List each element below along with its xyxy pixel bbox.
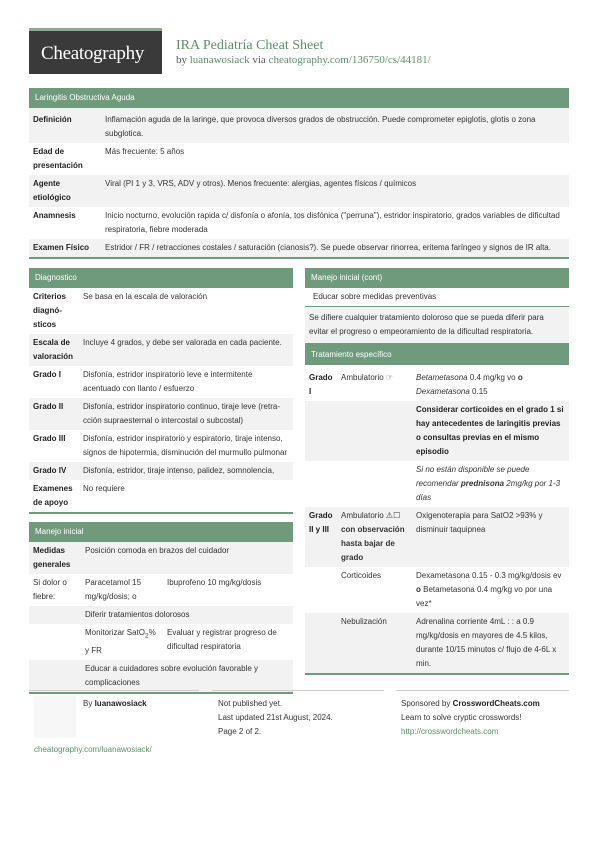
table-row [305, 365, 569, 401]
row-value: Educar sobre medidas preventivas [313, 292, 437, 301]
row-value: Educar a cuidadores sobre evolución favorable y complicaciones [81, 660, 293, 693]
table-row [29, 108, 569, 143]
table-row [29, 462, 293, 480]
section-title: Tratamiento específico [305, 345, 569, 365]
table-row [305, 613, 569, 674]
row-key: Grado I [33, 370, 62, 379]
table-row [29, 239, 569, 258]
table-row [305, 507, 569, 567]
table-row [29, 606, 293, 624]
published-status: Not published yet. [218, 699, 283, 708]
row-value [412, 567, 569, 613]
row-value: Se basa en la escala de valoración [83, 292, 208, 301]
footer-divider [29, 690, 199, 691]
sponsor-prefix: Sponsored by [401, 699, 451, 708]
row-key: Medidas generales [29, 542, 81, 574]
footer-author-link[interactable]: luanawosiack [94, 699, 147, 708]
manejo-table [29, 542, 293, 694]
row-value: Oxigenoterapia para SatO2 >93% y disminuir taquipnea [412, 507, 569, 567]
laringitis-table [29, 108, 569, 259]
or-word: o [517, 373, 523, 382]
row-value: Paracetamol 15 mg/kg/dosis; o [85, 578, 142, 601]
row-key: Anamnesis [33, 211, 76, 220]
corticoides-text-end: Betametasona 0.4 mg/kg vo por una vez* [416, 585, 553, 608]
sponsor-tagline: Learn to solve cryptic crosswords! [401, 713, 522, 722]
monitor-text-end: % y FR [85, 628, 156, 655]
table-row [29, 542, 293, 574]
row-value: Evaluar y registrar progreso de dificultad respiratoria [167, 628, 277, 651]
sponsor-line [401, 697, 540, 711]
sheet-title: IRA Pediatría Cheat Sheet [176, 38, 324, 53]
row-key: Escala de valoración [29, 334, 79, 366]
row-value: Más frecuente: 5 años [105, 147, 185, 156]
row-value: Disfonía, estridor inspiratorio continuo, tiraje leve (retracción supraesternal o intercostal o subcostal) [79, 398, 293, 430]
table-row [29, 143, 569, 175]
table-row [29, 288, 293, 334]
row-key: Edad de presentación [33, 147, 83, 170]
betametasona-name: Betametasona [416, 373, 468, 382]
manejo-cont-table [305, 288, 569, 345]
tratamiento-table [305, 365, 569, 675]
table-row [305, 567, 569, 613]
row-value [81, 624, 163, 660]
row-sub-key: Ambulatorio ☞ [341, 373, 394, 382]
si-no-text: Si no están disponible se puede recomendar [416, 465, 530, 488]
row-value: Ibuprofeno 10 mg/kg/dosis [167, 578, 262, 587]
observacion-label: con observación hasta bajar de grado [341, 525, 405, 562]
footer-by: By [83, 699, 93, 708]
section-title: Diagnostico [29, 268, 293, 288]
row-key: Criterios diagnósticos [33, 292, 66, 329]
row-value: Viral (PI 1 y 3, VRS, ADV y otros). Menos frecuente: alergias, agentes físicos / químicos [101, 175, 569, 207]
section-tratamiento [305, 345, 569, 675]
footer-author [83, 697, 147, 711]
row-value: Inicio nocturno, evolución rapida c/ disfonía o afonía, tos disfónica ("perruna"), estridor inspiratorio, grados variables de dificultad respiratoria, fiebre moderada [105, 211, 560, 234]
row-value [412, 461, 569, 507]
footer-divider [212, 690, 384, 691]
row-value: Inflamación aguda de la laringe, que provoca diversos grados de obstrucción. Puede comprometer epiglotis, glotis o zona subglotica. [101, 108, 569, 143]
or-word: o [416, 585, 421, 594]
table-row [29, 574, 293, 606]
table-row [29, 398, 293, 430]
section-manejo-cont [305, 268, 569, 345]
row-value: Estridor / FR / retracciones costales / saturación (cianosis?). Se puede observar rinorrea, eritema faríngeo y signos de IR alta. [101, 239, 569, 258]
row-sub-key [337, 507, 412, 567]
monitor-text: Monitorizar SatO [85, 628, 146, 637]
by-prefix: by [176, 54, 187, 66]
row-value: Adrenalina corriente 4mL : : a 0.9 mg/kg/dosis en mayores de 4.5 kilos, durante 10/15 minutos c/ flujo de 4-6L x min. [412, 613, 569, 674]
cheatography-logo[interactable] [29, 28, 162, 74]
footer-sponsor [401, 697, 540, 739]
section-title: Laringitis Obstructiva Aguda [29, 88, 569, 108]
last-updated: Last updated 21st August, 2024. [218, 713, 333, 722]
prednisona-name: prednisona [460, 479, 505, 488]
section-title: Manejo inicial (cont) [305, 268, 569, 288]
table-row [305, 307, 569, 345]
logo-text: Cheatography [41, 43, 144, 64]
row-key: Grado IV [29, 462, 79, 480]
row-key: Grado I [309, 373, 333, 396]
row-value: Incluye 4 grados, y debe ser valorada en cada paciente. [79, 334, 293, 366]
table-row [29, 660, 293, 693]
row-key: Si dolor o fiebre: [33, 578, 67, 601]
footer-status [218, 697, 333, 739]
row-key: Agente etiológico [29, 175, 101, 207]
table-row [29, 334, 293, 366]
section-manejo-inicial [29, 522, 293, 694]
table-row [29, 480, 293, 513]
row-value: Disfonía, estridor inspiratorio leve e intermitente acentuado con llanto / esfuerzo [83, 370, 253, 393]
row-value: Diferir tratamientos dolorosos [81, 606, 293, 624]
row-sub-key: Nebulización [337, 613, 412, 674]
table-row [305, 401, 569, 461]
monitor-sub: 2 [145, 632, 149, 640]
row-value: No requiere [83, 484, 125, 493]
footer-profile [34, 743, 152, 757]
page-number: Page 2 of 2. [218, 727, 262, 736]
row-value: Posición comoda en brazos del cuidador [81, 542, 293, 574]
diagnostico-table [29, 288, 293, 514]
row-key: Definición [29, 108, 101, 143]
table-row [29, 624, 293, 660]
table-row [29, 430, 293, 462]
corticoides-text: Dexametasona 0.15 - 0.3 mg/kg/dosis ev [416, 571, 562, 580]
author-link[interactable]: luanawosiack [189, 54, 250, 66]
section-title: Manejo inicial [29, 522, 293, 542]
footer-divider [396, 690, 569, 691]
author-avatar[interactable] [34, 696, 76, 738]
table-row [29, 366, 293, 398]
via-text: via [252, 54, 266, 66]
byline [176, 54, 431, 66]
table-row [305, 288, 569, 307]
sponsor-name[interactable]: CrosswordCheats.com [452, 699, 540, 708]
row-key: Examenes de apoyo [33, 484, 73, 507]
sponsor-url-link[interactable]: http://crosswordcheats.com [401, 727, 499, 736]
row-key: Grado II [29, 398, 79, 430]
row-value: Se difiere cualquier tratamiento doloroso que se pueda diferir para evitar el progreso o empeoramiento de la dificultad respiratoria. [305, 307, 569, 345]
section-laringitis [29, 88, 569, 259]
row-value [412, 365, 569, 401]
profile-url-link[interactable]: cheatography.com/luanawosiack/ [34, 745, 152, 754]
table-row [29, 207, 569, 239]
dexametasona-dose: 0.15 [472, 387, 488, 396]
row-key: Grado II y III [305, 507, 337, 567]
dexametasona-name: Dexametasona [416, 387, 470, 396]
betametasona-dose: 0.4 mg/kg vo [469, 373, 516, 382]
row-value: Disfonía, estridor, tiraje intenso, palidez, somnolencia, [79, 462, 293, 480]
si-no-text-end: 2mg/kg por 1-3 días [416, 479, 561, 502]
sheet-url-link[interactable]: cheatography.com/136750/cs/44181/ [268, 54, 431, 66]
row-key: Grado III [33, 434, 66, 443]
table-row [305, 461, 569, 507]
ambulatorio-label: Ambulatorio ⚠☐ [341, 511, 401, 520]
row-value: Disfonía, estridor inspiratorio y espiratorio, tiraje intenso, signos de hipotermia, disminución del murmullo pulmonar [83, 434, 288, 457]
table-row [29, 175, 569, 207]
row-sub-key: Corticoides [341, 571, 382, 580]
row-value: Considerar corticoides en el grado 1 si hay antecedentes de laringitis previas o consultas previas en el mismo episodio [412, 401, 569, 461]
row-key: Examen Físico [29, 239, 101, 258]
section-diagnostico [29, 268, 293, 514]
